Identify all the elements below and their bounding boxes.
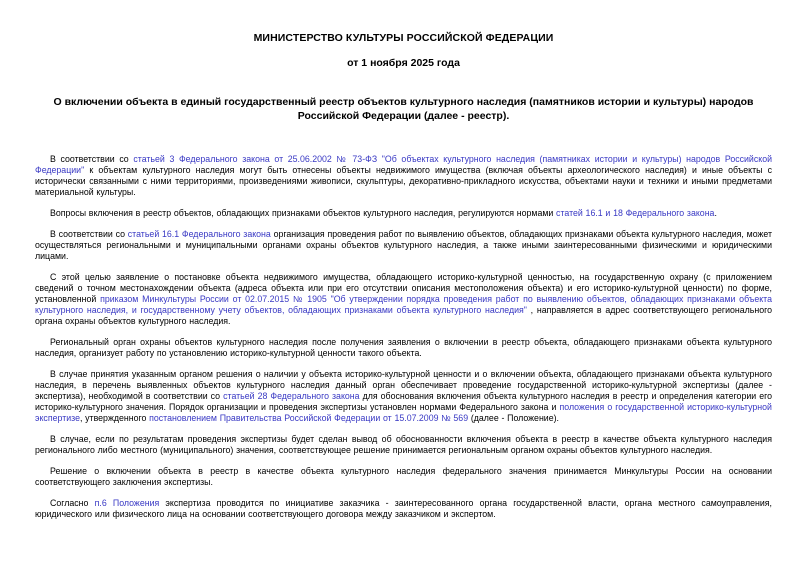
paragraph <box>35 229 772 262</box>
paragraph-text: В соответствии со <box>50 154 134 164</box>
paragraph <box>35 434 772 456</box>
paragraph <box>35 466 772 488</box>
document-subject: О включении объекта в единый государственный реестр объектов культурного наследия (памятников истории и культуры) народов Российской Федерации (далее - реестр). <box>53 96 754 122</box>
paragraph <box>35 369 772 424</box>
paragraph-text: к объектам культурного наследия могут быть отнесены объекты недвижимого имущества (включая объекты археологического наследия) и иные объекты с исторически связанными с ними территориями, произведениями живописи, скульптуры, декоративно-прикладного искусства, объектами науки и техники и иными предметами материальной культуры. <box>35 165 772 197</box>
paragraph-text: В соответствии со <box>50 229 128 239</box>
paragraph-text: Региональный орган охраны объектов культурного наследия после получения заявления о включении в реестр объекта, обладающего признаками объекта культурного наследия, организует работу по установлению историко-культурной ценности такого объекта. <box>35 337 772 358</box>
paragraph-text: для обоснования включения объекта культурного наследия в реестр и определения категории его историко-культурного значения. Порядок организации и проведения экспертизы установлен нормами Федерального закона и <box>35 391 773 412</box>
legal-reference-link[interactable]: п.6 Положения <box>94 498 160 508</box>
document-title: МИНИСТЕРСТВО КУЛЬТУРЫ РОССИЙСКОЙ ФЕДЕРАЦИИ <box>253 32 554 44</box>
paragraph-text: организация проведения работ по выявлению объектов, обладающих признаками объекта культурного наследия, может осуществляться региональными и муниципальными органами охраны объектов культурного наследия, а также иными заинтересованными физическими и юридическими лицами. <box>35 229 773 261</box>
paragraph <box>35 272 772 327</box>
paragraph-text: С этой целью заявление о постановке объекта недвижимого имущества, обладающего историко-культурной ценностью, на государственную охрану (с приложением сведений о точном местонахождении объекта (адреса объекта или при его отсутствии описания местоположения объекта) и его историко-культурной ценности) по форме, установленной <box>35 272 772 304</box>
legal-reference-link[interactable]: статьей 16.1 Федерального закона <box>127 229 271 239</box>
paragraph <box>35 154 772 198</box>
legal-reference-link[interactable]: приказом Минкультуры России от 02.07.2015 № 1905 "Об утверждении порядка проведения работ по выявлению объектов, обладающих признаками объекта культурного наследия, и государственному учету объектов, обладающих признаками объекта культурного наследия" <box>35 294 772 315</box>
legal-reference-link[interactable]: постановлением Правительства Российской Федерации от 15.07.2009 № 569 <box>149 413 469 423</box>
legal-reference-link[interactable]: статьей 28 Федерального закона <box>223 391 360 401</box>
paragraph-text: В случае, если по результатам проведения экспертизы будет сделан вывод об обоснованности включения объекта в реестр в качестве объекта культурного наследия регионального либо местного (муниципального) значения, соответствующее решение принимается региональным органом охраны объектов культурного наследия. <box>35 434 772 455</box>
paragraph <box>35 337 772 359</box>
paragraph-text: (далее - Положение). <box>468 413 559 423</box>
paragraph-text: , направляется в адрес соответствующего регионального органа охраны объектов культурного наследия. <box>35 305 773 326</box>
paragraph <box>35 498 772 520</box>
paragraph-text: экспертиза проводится по инициативе заказчика - заинтересованного органа государственной власти, органа местного самоуправления, юридического или физического лица на основании соответствующего договора между заказчиком и экспертом. <box>35 498 772 519</box>
paragraph-text: Согласно <box>50 498 95 508</box>
paragraph-text: Вопросы включения в реестр объектов, обладающих признаками объектов культурного наследия, регулируются нормами <box>50 208 557 218</box>
paragraph <box>35 208 772 219</box>
paragraph-text: Решение о включении объекта в реестр в качестве объекта культурного наследия федерального значения принимается Минкультуры России на основании соответствующего заключения экспертизы. <box>35 466 772 487</box>
legal-reference-link[interactable]: статей 16.1 и 18 Федерального закона <box>556 208 715 218</box>
legal-reference-link[interactable]: статьей 3 Федерального закона от 25.06.2002 № 73-ФЗ "Об объектах культурного наследия (памятниках истории и культуры) народов Российской Федерации" <box>35 154 772 175</box>
document-date: от 1 ноября 2025 года <box>347 57 460 69</box>
paragraph-text: . <box>714 208 717 218</box>
paragraph-text: , утвержденного <box>79 413 150 423</box>
legal-reference-link[interactable]: положения о государственной историко-культурной экспертизе <box>35 402 772 423</box>
document-body <box>35 154 772 520</box>
paragraph-text: В случае принятия указанным органом решения о наличии у объекта историко-культурной ценности и о включении объекта, обладающего признаками объекта культурного наследия, в перечень выявленных объектов культурного наследия данный орган обеспечивает проведение государственной историко-культурной экспертизы (далее - экспертиза), необходимой в соответствии со <box>35 369 772 401</box>
